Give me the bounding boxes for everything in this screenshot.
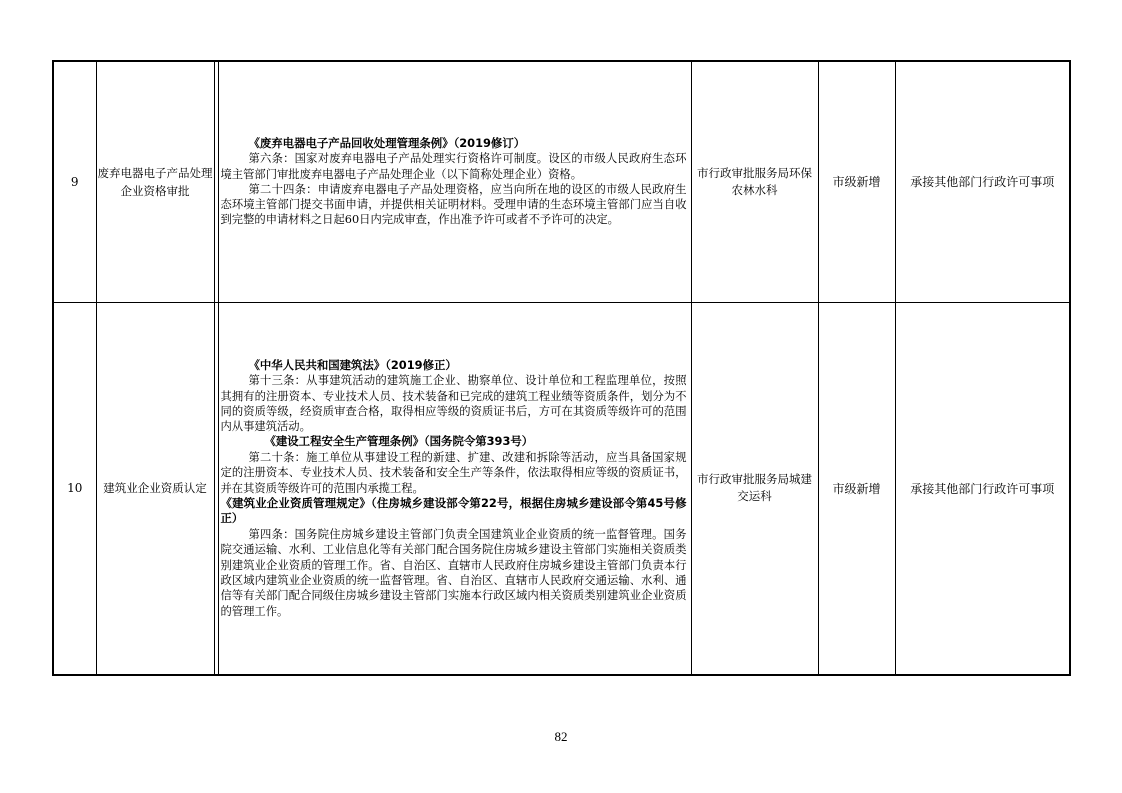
change-type: 市级新增 [818,61,895,302]
law-article: 第二十条：施工单位从事建设工程的新建、扩建、改建和拆除等活动，应当具备国家规定的注册资本、专业技术人员、技术装备和安全生产等条件，依法取得相应等级的资质证书，并在其资质等级许可的范围内承揽工程。 [220,451,687,495]
law-title: 《废弃电器电子产品回收处理管理条例》（2019修订） [248,135,526,150]
item-name: 建筑业企业资质认定 [96,302,214,675]
table-row [53,61,1070,302]
law-title: 《建设工程安全生产管理条例》（国务院令第393号） [264,434,534,449]
page-number: 82 [554,729,568,744]
department: 市行政审批服务局城建交运科 [691,302,818,675]
row-number: 9 [53,61,96,302]
law-article: 第十三条：从事建筑活动的建筑施工企业、勘察单位、设计单位和工程监理单位，按照其拥有的注册资本、专业技术人员、技术装备和已完成的建筑工程业绩等资质条件，划分为不同的资质等级，经资质审查合格，取得相应等级的资质证书后，方可在其资质等级许可的范围内从事建筑活动。 [220,374,687,434]
law-title: 《建筑业企业资质管理规定》（住房城乡建设部令第22号，根据住房城乡建设部令第45号修正） [220,495,687,526]
row-number: 10 [53,302,96,675]
legal-basis [218,62,691,302]
remarks: 承接其他部门行政许可事项 [895,302,1070,675]
law-article: 第四条：国务院住房城乡建设主管部门负责全国建筑业企业资质的统一监督管理。国务院交通运输、水利、工业信息化等有关部门配合国务院住房城乡建设主管部门实施相关资质类别建筑业企业资质的管理工作。省、自治区、直辖市人民政府住房城乡建设主管部门负责本行政区域内建筑业企业资质的统一监督管理。省、自治区、直辖市人民政府交通运输、水利、通信等有关部门配合同级住房城乡建设主管部门实施本行政区域内相关资质类别建筑业企业资质的管理工作。 [220,528,687,618]
law-article: 第二十四条：申请废弃电器电子产品处理资格，应当向所在地的设区的市级人民政府生态环境主管部门提交书面申请，并提供相关证明材料。受理申请的生态环境主管部门应当自收到完整的申请材料之日起60日内完成审查，作出准予许可或者不予许可的决定。 [220,182,687,227]
department: 市行政审批服务局环保农林水科 [691,61,818,302]
law-article: 第六条：国家对废弃电器电子产品处理实行资格许可制度。设区的市级人民政府生态环境主管部门审批废弃电器电子产品处理企业（以下简称处理企业）资格。 [220,152,687,181]
table-row [53,302,1070,675]
item-name: 废弃电器电子产品处理企业资格审批 [96,61,214,302]
legal-basis [218,303,691,675]
change-type: 市级新增 [818,302,895,675]
remarks: 承接其他部门行政许可事项 [895,61,1070,302]
permit-items-table [52,60,1071,676]
legal-basis-cell [214,302,691,675]
legal-basis-cell [214,61,691,302]
law-title: 《中华人民共和国建筑法》（2019修正） [248,357,457,372]
